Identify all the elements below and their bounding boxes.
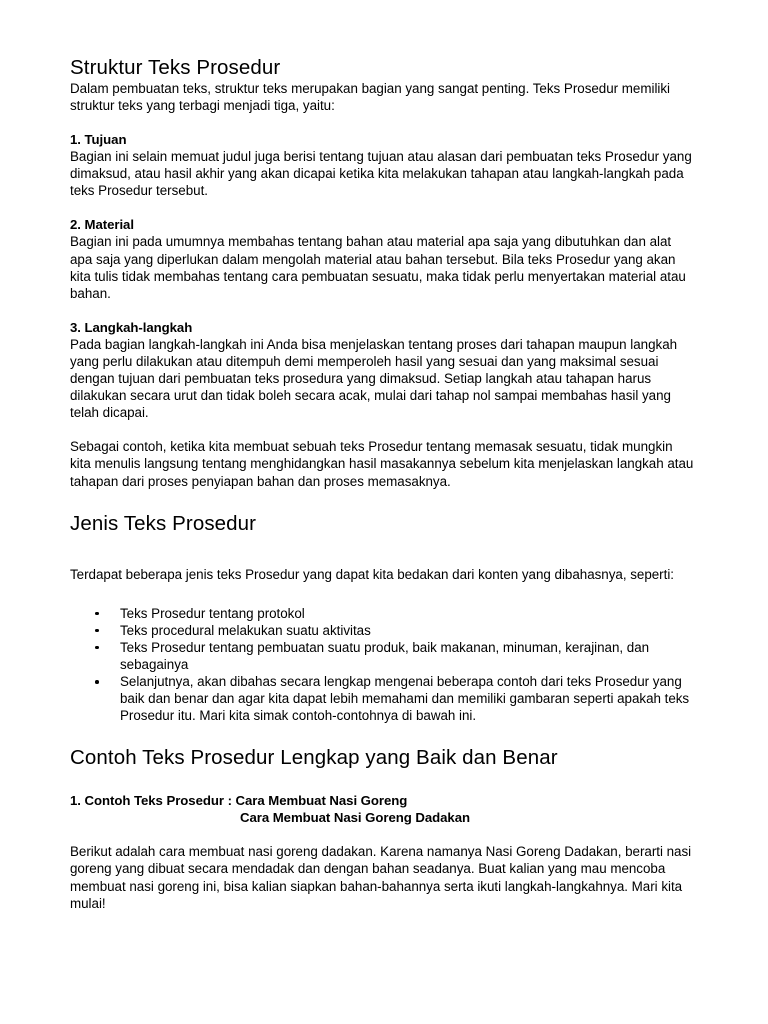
spacer <box>70 421 696 438</box>
spacer <box>70 724 696 746</box>
spacer <box>70 114 696 131</box>
list-item-label: Teks procedural melakukan suatu aktivitas <box>120 622 371 638</box>
section-body-material: Bagian ini pada umumnya membahas tentang bahan atau material apa saja yang dibutuhkan dan alat apa saja yang diperlukan dalam mengolah material atau bahan tersebut. Bila teks Prosedur yang akan kita tulis tidak membahas tentang cara pembuatan sesuatu, maka tidak perlu menyertakan material atau bahan. <box>70 234 686 301</box>
list-item <box>70 639 696 673</box>
types-bullet-list <box>70 605 696 725</box>
list-item-label: Teks Prosedur tentang pembuatan suatu produk, baik makanan, minuman, kerajinan, dan sebagainya <box>120 639 650 672</box>
section-body-langkah: Pada bagian langkah-langkah ini Anda bisa menjelaskan tentang proses dari tahapan maupun langkah yang perlu dilakukan atau ditempuh demi memperoleh hasil yang sesuai dan yang maksimal sesuai dengan tujuan dari pembuatan teks prosedura yang dimaksud. Setiap langkah atau tahapan harus dilakukan secara urut dan tidak boleh secara acak, mulai dari tahap nol sampai membahas hasil yang telah dicapai. <box>70 336 678 421</box>
section-body-tujuan: Bagian ini selain memuat judul juga berisi tentang tujuan atau alasan dari pembuatan teks Prosedur yang dimaksud, atau hasil akhir yang akan dicapai ketika kita melakukan tahapan atau langkah-langkah pada teks Prosedur tersebut. <box>70 149 692 199</box>
spacer <box>70 583 696 605</box>
bullet-dot-icon <box>95 680 99 684</box>
heading-contoh-teks-prosedur: Contoh Teks Prosedur Lengkap yang Baik dan Benar <box>70 746 558 770</box>
bullet-dot-icon <box>95 646 99 650</box>
spacer <box>70 302 696 319</box>
section-heading-material: 2. Material <box>70 217 134 233</box>
spacer <box>70 770 696 792</box>
intro-paragraph: Dalam pembuatan teks, struktur teks merupakan bagian yang sangat penting. Teks Prosedur memiliki struktur teks yang terbagi menjadi tiga, yaitu: <box>70 81 670 114</box>
example-title: 1. Contoh Teks Prosedur : Cara Membuat Nasi Goreng <box>70 793 408 809</box>
page-title: Struktur Teks Prosedur <box>70 56 281 79</box>
heading-jenis-teks-prosedur: Jenis Teks Prosedur <box>70 511 257 535</box>
list-item <box>70 622 696 639</box>
spacer <box>70 536 696 566</box>
spacer <box>70 199 696 216</box>
example-body-paragraph: Berikut adalah cara membuat nasi goreng dadakan. Karena namanya Nasi Goreng Dadakan, berarti nasi goreng yang dibuat secara mendadak dan dengan bahan seadanya. Buat kalian yang mau mencoba membuat nasi goreng ini, bisa kalian siapkan bahan-bahannya serta ikuti langkah-langkahnya. Mari kita mulai! <box>70 844 692 911</box>
types-lead-paragraph: Terdapat beberapa jenis teks Prosedur yang dapat kita bedakan dari konten yang dibahasnya, seperti: <box>70 566 674 582</box>
spacer <box>70 490 696 512</box>
list-item-label: Teks Prosedur tentang protokol <box>120 605 305 621</box>
spacer <box>70 826 696 843</box>
bullet-dot-icon <box>95 612 99 616</box>
list-item <box>70 673 696 724</box>
bullet-dot-icon <box>95 629 99 633</box>
example-note-paragraph: Sebagai contoh, ketika kita membuat sebuah teks Prosedur tentang memasak sesuatu, tidak mungkin kita menulis langsung tentang menghidangkan hasil masakannya sebelum kita menjelaskan langkah atau tahapan dari proses penyiapan bahan dan proses memasaknya. <box>70 439 694 489</box>
example-subtitle: Cara Membuat Nasi Goreng Dadakan <box>240 810 470 826</box>
document-body <box>70 56 696 912</box>
section-heading-tujuan: 1. Tujuan <box>70 132 127 148</box>
list-item-label: Selanjutnya, akan dibahas secara lengkap mengenai beberapa contoh dari teks Prosedur yang baik dan benar dan agar kita dapat lebih memahami dan memiliki gambaran seperti apakah teks Prosedur itu. Mari kita simak contoh-contohnya di bawah ini. <box>120 674 690 724</box>
list-item <box>70 605 696 622</box>
section-heading-langkah: 3. Langkah-langkah <box>70 319 193 335</box>
